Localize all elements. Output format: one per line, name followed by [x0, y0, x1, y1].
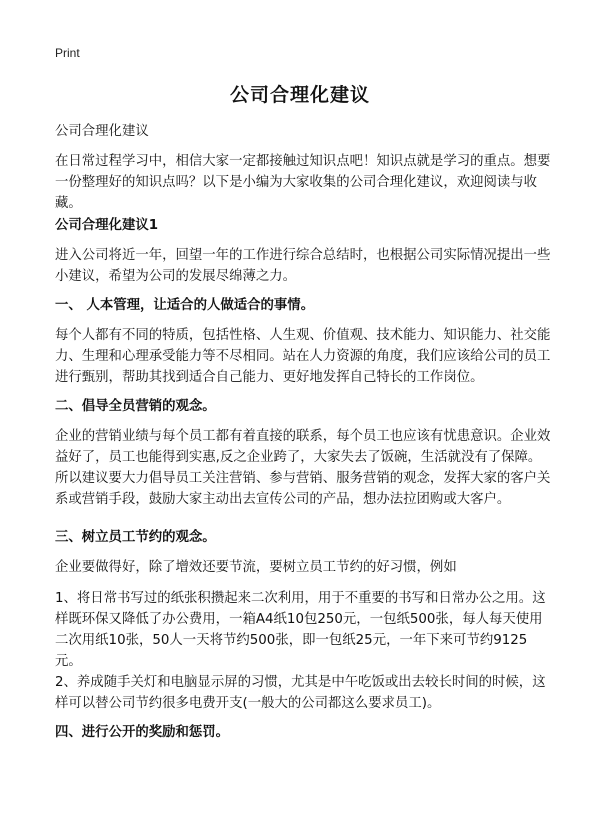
- print-link[interactable]: Print: [55, 46, 80, 60]
- page-title: 公司合理化建议: [229, 84, 370, 106]
- point-2-heading: 二、倡导全员营销的观念。: [55, 399, 216, 414]
- point-3-item-2: 2、养成随手关灯和电脑显示屏的习惯，尤其是中午吃饭或出去较长时间的时候，这样可以替公司节约很多电费开支(一般大的公司都这么要求员工)。: [55, 675, 546, 711]
- section-heading: 公司合理化建议1: [55, 218, 159, 233]
- point-1-heading: 一、 人本管理，让适合的人做适合的事情。: [55, 298, 315, 313]
- point-2-body: 企业的营销业绩与每个员工都有着直接的联系，每个员工也应该有忧患意识。企业效益好了，员工也能得到实惠,反之企业跨了，大家失去了饭碗，生活就没有了保障。所以建议要大力倡导员工关注营销、参与营销、服务营销的观念，发挥大家的客户关系或营销手段，鼓励大家主动出去宣传公司的产品，想办法拉团购或大客户。: [55, 429, 551, 507]
- point-3-intro: 企业要做得好，除了增效还要节流，要树立员工节约的好习惯，例如: [55, 560, 457, 575]
- document-subtitle: 公司合理化建议: [55, 124, 149, 139]
- point-1-body: 每个人都有不同的特质，包括性格、人生观、价值观、技术能力、知识能力、社交能力、生理和心理承受能力等不尽相同。站在人力资源的角度，我们应该给公司的员工进行甄别，帮助其找到适合自己能力、更好地发挥自己特长的工作岗位。: [55, 328, 551, 385]
- intro-paragraph: 在日常过程学习中，相信大家一定都接触过知识点吧！知识点就是学习的重点。想要一份整理好的知识点吗？以下是小编为大家收集的公司合理化建议，欢迎阅读与收藏。: [55, 154, 551, 211]
- section-intro-paragraph: 进入公司将近一年，回望一年的工作进行综合总结时，也根据公司实际情况提出一些小建议，希望为公司的发展尽绵薄之力。: [55, 248, 551, 284]
- point-3-item-1: 1、将日常书写过的纸张积攒起来二次利用，用于不重要的书写和日常办公之用。这样既环保又降低了办公费用，一箱A4纸10包250元，一包纸500张，每人每天使用二次用纸10张，50人一天将节约500张，即一包纸25元，一年下来可节约9125元。: [55, 591, 546, 669]
- point-4-heading: 四、进行公开的奖励和惩罚。: [55, 725, 230, 740]
- point-3-heading: 三、树立员工节约的观念。: [55, 530, 216, 545]
